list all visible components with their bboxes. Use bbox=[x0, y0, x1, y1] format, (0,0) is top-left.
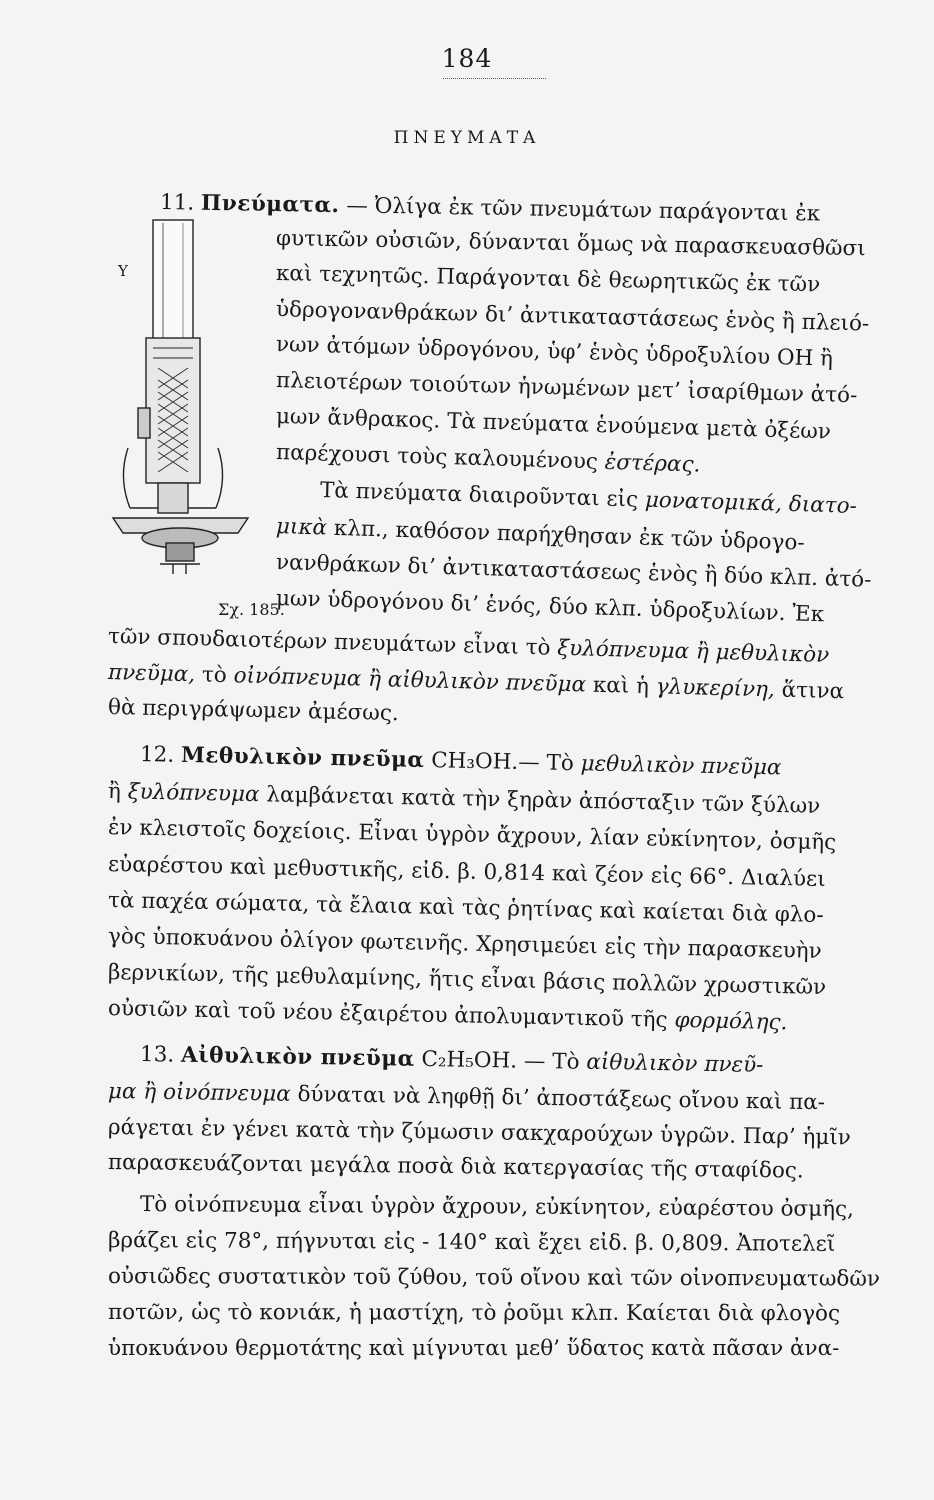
line-text: — Ὀλίγα ἐκ τῶν πνευμάτων παράγονται ἐκ bbox=[346, 193, 821, 227]
italic-term: ξυλόπνευμα ἢ μεθυλικὸν bbox=[556, 635, 830, 668]
section-number: 12. bbox=[139, 742, 182, 768]
figure-mark: Υ bbox=[118, 262, 128, 280]
line-text: παρασκευάζονται μεγάλα ποσὰ διὰ κατεργασίας τῆς σταφίδος. bbox=[107, 1150, 804, 1184]
line-text: καὶ ἡ bbox=[592, 672, 650, 700]
text-line bbox=[108, 994, 798, 1038]
italic-term: γλυκερίνη, bbox=[655, 674, 776, 703]
page-number: 184 bbox=[441, 44, 493, 73]
line-text: ὑποκυάνου θερμοτάτης καὶ μίγνυται μεθ’ ὕδατος κατὰ πᾶσαν ἀνα- bbox=[108, 1336, 840, 1361]
line-text: Τὸ οἰνόπνευμα εἶναι ὑγρὸν ἄχρουν, εὐκίνητον, εὐαρέστου ὀσμῆς, bbox=[139, 1192, 854, 1222]
italic-term: μονατομικά, διατο- bbox=[644, 487, 858, 519]
line-text: τὰ παχέα σώματα, τὰ ἔλαια καὶ τὰς ῥητίνας καὶ καίεται διὰ φλο- bbox=[107, 888, 824, 928]
line-text: καὶ τεχνητῶς. Παράγονται δὲ θεωρητικῶς ἐκ τῶν bbox=[275, 261, 821, 298]
line-text: πλειοτέρων τοιούτων ἡνωμένων μετ’ ἰσαρίθμων ἀτό- bbox=[275, 368, 858, 409]
section-heading: Αἰθυλικὸν πνεῦμα bbox=[180, 1042, 415, 1072]
line-text: CH₃OH.— Τὸ bbox=[430, 748, 575, 777]
distillation-apparatus-figure bbox=[108, 208, 253, 598]
line-text: θὰ περιγράψωμεν ἀμέσως. bbox=[107, 695, 399, 727]
line-text: οὐσιῶδες συστατικὸν τοῦ ζύθου, τοῦ οἴνου καὶ τῶν οἰνοπνευματωδῶν bbox=[107, 1264, 881, 1292]
section-number: 11. bbox=[159, 190, 202, 216]
text-line bbox=[140, 1190, 908, 1225]
section-heading: Μεθυλικὸν πνεῦμα bbox=[180, 742, 425, 773]
line-text: νων ἀτόμων ὑδρογόνου, ὑφ’ ἑνὸς ὑδροξυλίου ΟΗ ἢ bbox=[275, 332, 834, 372]
text-line bbox=[108, 1113, 908, 1154]
italic-term: ξυλόπνευμα bbox=[127, 779, 260, 808]
line-text: ἐν κλειστοῖς δοχείοις. Εἶναι ὑγρὸν ἄχρουν, λίαν εὐκίνητον, ὀσμῆς bbox=[107, 815, 837, 856]
line-text: ἅτινα bbox=[781, 677, 845, 705]
line-text: ὑδρογονανθράκων δι’ ἀντικαταστάσεως ἑνὸς ἢ πλειό- bbox=[275, 297, 870, 337]
line-text: εὐαρέστου καὶ μεθυστικῆς, εἰδ. β. 0,814 καὶ ζέον εἰς 66°. Διαλύει bbox=[107, 852, 826, 893]
line-text: μων ὑδρογόνου δι’ ἑνός, δύο κλπ. ὑδροξυλίων. Ἐκ bbox=[275, 586, 825, 628]
line-text: νανθράκων δι’ ἀντικαταστάσεως ἑνὸς ἢ δύο κλπ. ἀτό- bbox=[275, 550, 872, 593]
text-line bbox=[108, 1226, 908, 1260]
line-text: κλπ., καθόσον παρήχθησαν ἐκ τῶν ὑδρογο- bbox=[333, 515, 806, 556]
line-text: βερνικίων, τῆς μεθυλαμίνης, ἥτις εἶναι βάσις πολλῶν χρωστικῶν bbox=[107, 960, 827, 1001]
text-line bbox=[160, 188, 902, 231]
line-text: μων ἄνθρακος. Τὰ πνεύματα ἑνούμενα μετὰ ὀξέων bbox=[275, 404, 832, 445]
line-text: C₂H₅OH. — Τὸ bbox=[421, 1046, 580, 1075]
line-text: ποτῶν, ὡς τὸ κονιάκ, ἡ μαστίχη, τὸ ῥοῦμι κλπ. Καίεται διὰ φλογὸς bbox=[107, 1300, 841, 1327]
text-line bbox=[108, 1262, 908, 1295]
page-number-rule bbox=[443, 78, 546, 79]
line-text: Τὰ πνεύματα διαιροῦνται εἰς bbox=[319, 478, 639, 513]
text-line bbox=[276, 438, 717, 481]
line-text: φυτικῶν οὐσιῶν, δύνανται ὅμως νὰ παρασκευασθῶσι bbox=[275, 226, 866, 262]
text-line bbox=[108, 1148, 858, 1187]
figure-caption: Σχ. 185. bbox=[218, 600, 285, 619]
line-text: λαμβάνεται κατὰ τὴν ξηρὰν ἀπόσταξιν τῶν ξύλων bbox=[266, 782, 821, 819]
line-text: ράγεται ἐν γένει κατὰ τὴν ζύμωσιν σακχαρούχων ὑγρῶν. Παρ’ ἡμῖν bbox=[107, 1115, 852, 1151]
line-text: δύναται νὰ ληφθῇ δι’ ἀποστάξεως οἴνου καὶ πα- bbox=[297, 1081, 826, 1116]
italic-term: αἰθυλικὸν πνεῦ- bbox=[586, 1049, 764, 1078]
line-text: ἢ bbox=[107, 779, 122, 805]
text-line bbox=[108, 1334, 908, 1364]
text-line bbox=[140, 1040, 910, 1083]
text-line bbox=[108, 693, 439, 730]
line-text: γὸς ὑποκυάνου ὀλίγον φωτεινῆς. Χρησιμεύει εἰς τὴν παρασκευὴν bbox=[107, 924, 823, 964]
italic-term: πνεῦμα, bbox=[107, 660, 196, 688]
italic-term: μικὰ bbox=[275, 514, 328, 541]
italic-term: φορμόλης. bbox=[674, 1007, 788, 1036]
italic-term: ἐστέρας. bbox=[604, 449, 701, 478]
italic-term: μεθυλικὸν πνεῦμα bbox=[580, 751, 782, 781]
text-line bbox=[276, 259, 902, 302]
line-text: τὸ bbox=[201, 662, 228, 689]
line-text: τῶν σπουδαιοτέρων πνευμάτων εἶναι τὸ bbox=[107, 624, 551, 661]
running-head: ΠΝΕΥΜΑΤΑ bbox=[393, 128, 541, 148]
text-line bbox=[108, 1298, 908, 1329]
section-heading: Πνεύματα. bbox=[200, 190, 340, 219]
italic-term: μα ἢ οἰνόπνευμα bbox=[107, 1079, 291, 1107]
text-line bbox=[108, 1077, 908, 1120]
text-line bbox=[276, 224, 902, 265]
line-text: οὐσιῶν καὶ τοῦ νέου ἐξαιρέτου ἀπολυμαντικοῦ τῆς bbox=[107, 996, 668, 1033]
line-text: βράζει εἰς 78°, πήγνυται εἰς - 140° καὶ ἔχει εἰδ. β. 0,809. Ἀποτελεῖ bbox=[107, 1228, 836, 1257]
line-text: παρέχουσι τοὺς καλουμένους bbox=[275, 440, 599, 475]
italic-term: οἰνόπνευμα ἢ αἰθυλικὸν πνεῦμα bbox=[233, 663, 587, 698]
section-number: 13. bbox=[139, 1042, 182, 1068]
